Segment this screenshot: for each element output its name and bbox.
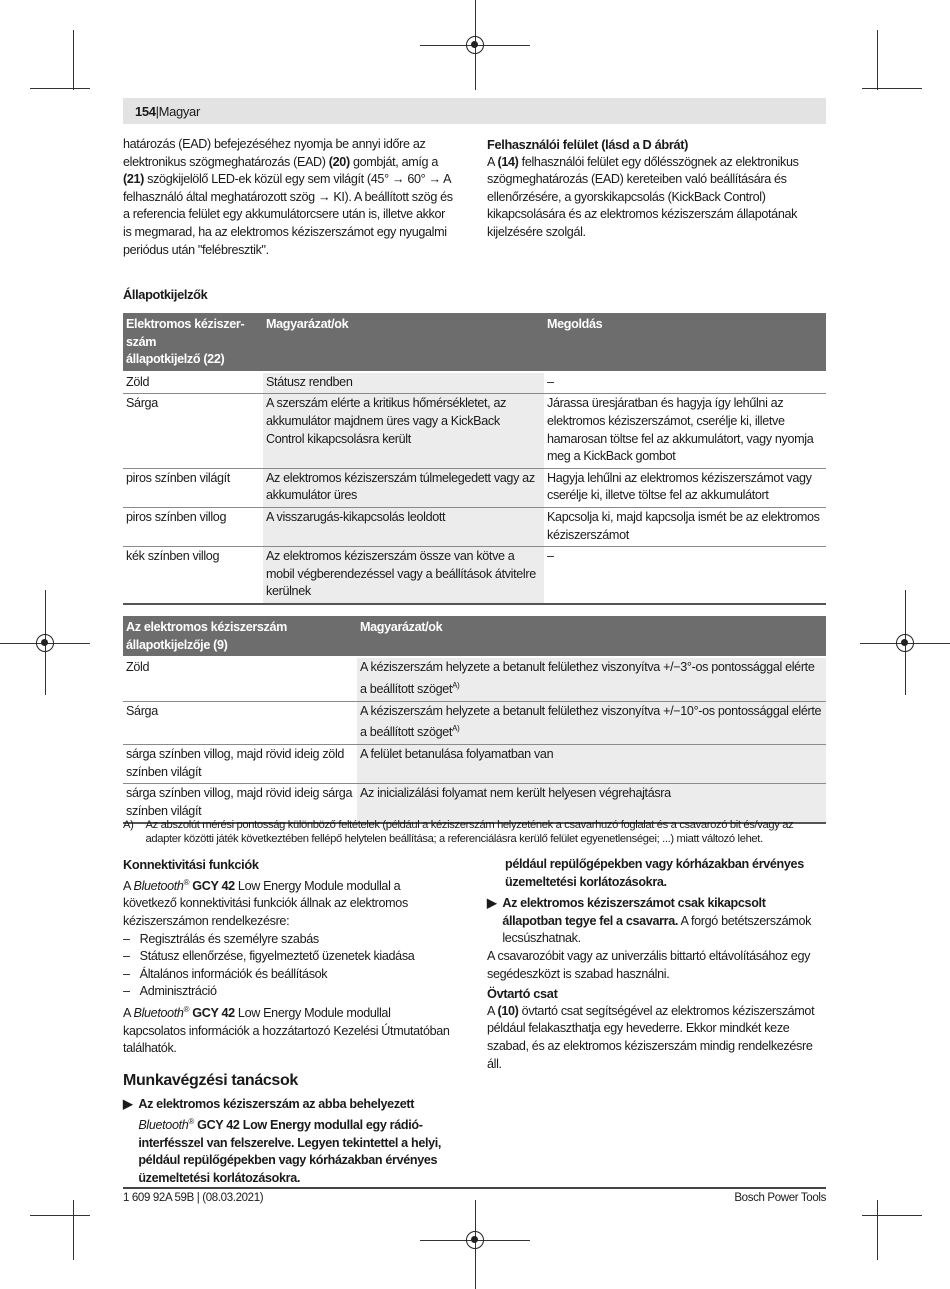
list-item [123,966,453,984]
table-row [123,657,826,701]
registration-mark-icon [466,36,484,54]
crop-mark [30,88,90,89]
registration-mark-icon [36,634,54,652]
paragraph [123,1001,453,1058]
section-heading: Munkavégzési tanácsok [123,1071,298,1089]
dash-bullet: – [123,966,130,981]
footnote-text: Az abszolút mérési pontosság különböző feltételek (például a kéziszerszám helyzetének a csavarhuzó foglalat és a csavarozó bit és/vagy az adapter közötti játék következtében fellépő helytelen beállítása; a referenciálásra kerülő felület egyenetlenségei; ...) miatt változó lehet. [145,819,794,845]
text: határozás (EAD) befejezéséhez nyomja be annyi időre az elektronikus szögmeghatározás (EAD) [123,137,426,169]
registration-mark-icon [896,634,914,652]
table-cell: piros színben villog [123,507,263,546]
section-heading: Állapotkijelzők [123,287,208,302]
registration-mark-icon [466,1231,484,1249]
intro-paragraph [123,136,453,259]
list-item-text: Általános információk és beállítások [139,966,328,981]
paragraph: A csavarozóbit vagy az univerzális bittartó eltávolításához egy segédeszközt is szabad használni. [487,948,811,981]
list-item-text: Adminisztráció [139,984,217,999]
text: övtartó csat segítségével az elektromos kéziszerszámot például felakaszthatja egy hevederre. Ekkor mindkét keze szabad, és az elektromos kéziszerszám mindig rendelkezésre áll. [487,1003,815,1071]
status-table-9 [123,616,826,824]
table-cell: – [544,547,826,604]
table-cell: sárga színben villog, majd rövid ideig sárga színben világít [123,784,357,824]
list-item-text: Státusz ellenőrzése, figyelmeztető üzenetek kiadása [139,949,415,964]
text: GCY 42 Low Energy modullal egy rádió-interfésszel van felszerelve. Legyen tekintettel a helyi, például repülőgépekben vagy kórházakban érvényes üzemeltetési korlátozásokra. [138,1118,442,1186]
table-cell: Kapcsolja ki, majd kapcsolja ismét be az elektromos kéziszerszámot [544,507,826,546]
footnote-ref: A) [452,724,460,734]
list-item [123,931,453,949]
ref: (20) [328,154,350,169]
text: A [487,1003,498,1018]
crop-mark [73,1200,74,1260]
footnote-label: A) [123,819,134,831]
text: Low Energy Module modullal a következő konnektivitási funkciók állnak az elektromos kéziszerszámon rendelkezésre: [123,878,408,928]
list-item [123,948,453,966]
text: Bluetooth [138,1118,189,1133]
table-cell: Sárga [123,701,357,744]
table-cell: A visszarugás-kikapcsolás leoldott [263,507,544,546]
paragraph [487,1003,827,1073]
table-cell: Zöld [123,372,263,394]
text: Bluetooth [133,1006,184,1021]
table-cell: Sárga [123,394,263,468]
brand-footer: Bosch Power Tools [734,1192,826,1204]
list-item [123,983,453,1001]
table-cell [357,744,826,783]
footnote-ref: A) [452,680,460,690]
column-header: Az elektromos kéziszerszám állapotkijelzője (9) [123,616,357,657]
table-row [123,547,826,604]
text: GCY 42 [189,878,235,893]
footer-rule [123,1187,826,1189]
text: ® [188,1117,194,1127]
column-header: Magyarázat/ok [357,616,826,657]
cell-text: A kéziszerszám helyzete a betanult felülethez viszonyítva +/−3°-os pontossággal elérte a beállított szöget [360,660,815,696]
text: szögkijelölő LED-ek közül egy sem világít (45° → 60° → A felhasználó által meghatározott szög → KI). A beállított szög és a referencia felület egy akkumulátorcsere után is, illetve akkor is megmarad, ha az elektromos kéziszerszámot egy nyugalmi periódus után "felébresztik". [123,172,453,257]
table-cell: Az elektromos kéziszerszám össze van kötve a mobil végberendezéssel vagy a beállítások átvitelre kerülnek [263,547,544,604]
warning-item [123,1096,453,1186]
table-cell: – [544,372,826,394]
separator: | [155,104,159,119]
status-table-22 [123,313,826,605]
text: ® [183,1004,190,1014]
paragraph [487,154,827,242]
column-header: Magyarázat/ok [263,313,544,372]
warning-text [138,1096,453,1186]
table-cell [357,657,826,701]
table-cell: Státusz rendben [263,372,544,394]
table-cell: Zöld [123,657,357,701]
text: Az elektromos kéziszerszámot csak kikapcsolt állapotban tegye fel a csavarra. [502,896,766,928]
text: Low Energy Module modullal kapcsolatos információk a hozzátartozó Kezelési Útmutatóban találhatók. [123,1006,450,1056]
ref: (10) [497,1003,519,1018]
left-column [123,856,453,1186]
crop-mark [73,30,74,90]
page-header [123,98,826,124]
crop-mark [862,88,922,89]
table-cell: Járassa üresjáratban és hagyja így lehűlni az elektromos kéziszerszámot, cserélje ki, illetve hamarosan töltse fel az akkumulátort, vagy nyomja meg a KickBack gombot [544,394,826,468]
table-row [123,372,826,394]
section-heading: Konnektivitási funkciók [123,857,259,872]
table-footnote [123,818,826,846]
table-row [123,507,826,546]
section-heading: Övtartó csat [487,986,558,1002]
text: A [123,1006,134,1021]
crop-mark [877,1200,878,1260]
page-number: 154 [135,104,156,119]
text: GCY 42 [189,1006,235,1021]
text: ® [183,877,190,887]
table-row [123,468,826,507]
table-row [123,701,826,744]
text: A forgó betétszerszámok lecsúszhatnak. [502,913,812,946]
text: felhasználói felület egy dőlésszögnek az elektronikus szögmeghatározás (EAD) kereteiben való beállítására és ellenőrzésére, a gyorskikapcsolás (KickBack Control) kikapcsolására és az elektromos kéziszerszám állapotának kijelzésére szolgál. [487,154,799,239]
table-cell: Az elektromos kéziszerszám túlmelegedett vagy az akkumulátor üres [263,468,544,507]
warning-text [502,895,827,948]
triangle-bullet-icon: ▶ [123,1096,133,1111]
table-cell: piros színben világít [123,468,263,507]
table-cell: Hagyja lehűlni az elektromos kéziszerszámot vagy cserélje ki, illetve töltse fel az akkumulátort [544,468,826,507]
section-heading: Felhasználói felület (lásd a D ábrát) [487,137,689,152]
ref: (14) [497,154,519,169]
table-row [123,744,826,783]
cell-text: A felület betanulása folyamatban van [360,746,554,761]
dash-bullet: – [123,931,130,946]
ref: (21) [123,172,144,187]
language-label: Magyar [158,104,200,119]
text: gombját, amíg a [349,154,438,169]
doc-number: 1 609 92A 59B | (08.03.2021) [123,1192,264,1204]
table-cell: kék színben villog [123,547,263,604]
text: A [123,878,134,893]
user-interface-section [487,136,827,242]
cell-text: A kéziszerszám helyzete a betanult felülethez viszonyítva +/−10°-os pontossággal elérte a beállított szöget [360,703,822,740]
crop-mark [877,30,878,90]
text: A [487,154,498,169]
crop-mark [862,1215,922,1216]
table-row [123,394,826,468]
text: Az elektromos kéziszerszám az abba behelyezett [138,1096,415,1111]
warning-item [487,895,827,948]
crop-mark [30,1215,90,1216]
dash-bullet: – [123,984,130,999]
warning-continuation: például repülőgépekben vagy kórházakban érvényes üzemeltetési korlátozásokra. [505,857,804,889]
column-header: Megoldás [544,313,826,372]
paragraph [123,874,453,931]
table-cell: A szerszám elérte a kritikus hőmérsékletet, az akkumulátor majdnem üres vagy a KickBack Control kikapcsolásra került [263,394,544,468]
text: Bluetooth [133,878,184,893]
dash-bullet: – [123,949,130,964]
right-column [487,856,827,1073]
table-cell: sárga színben villog, majd rövid ideig zöld színben világít [123,744,357,783]
list-item-text: Regisztrálás és személyre szabás [139,931,319,946]
table-cell [357,701,826,744]
feature-list [123,931,453,1001]
cell-text: Az inicializálási folyamat nem került helyesen végrehajtásra [360,786,671,801]
triangle-bullet-icon: ▶ [487,896,497,911]
column-header: Elektromos kéziszer- szám állapotkijelző (22) [123,313,263,372]
